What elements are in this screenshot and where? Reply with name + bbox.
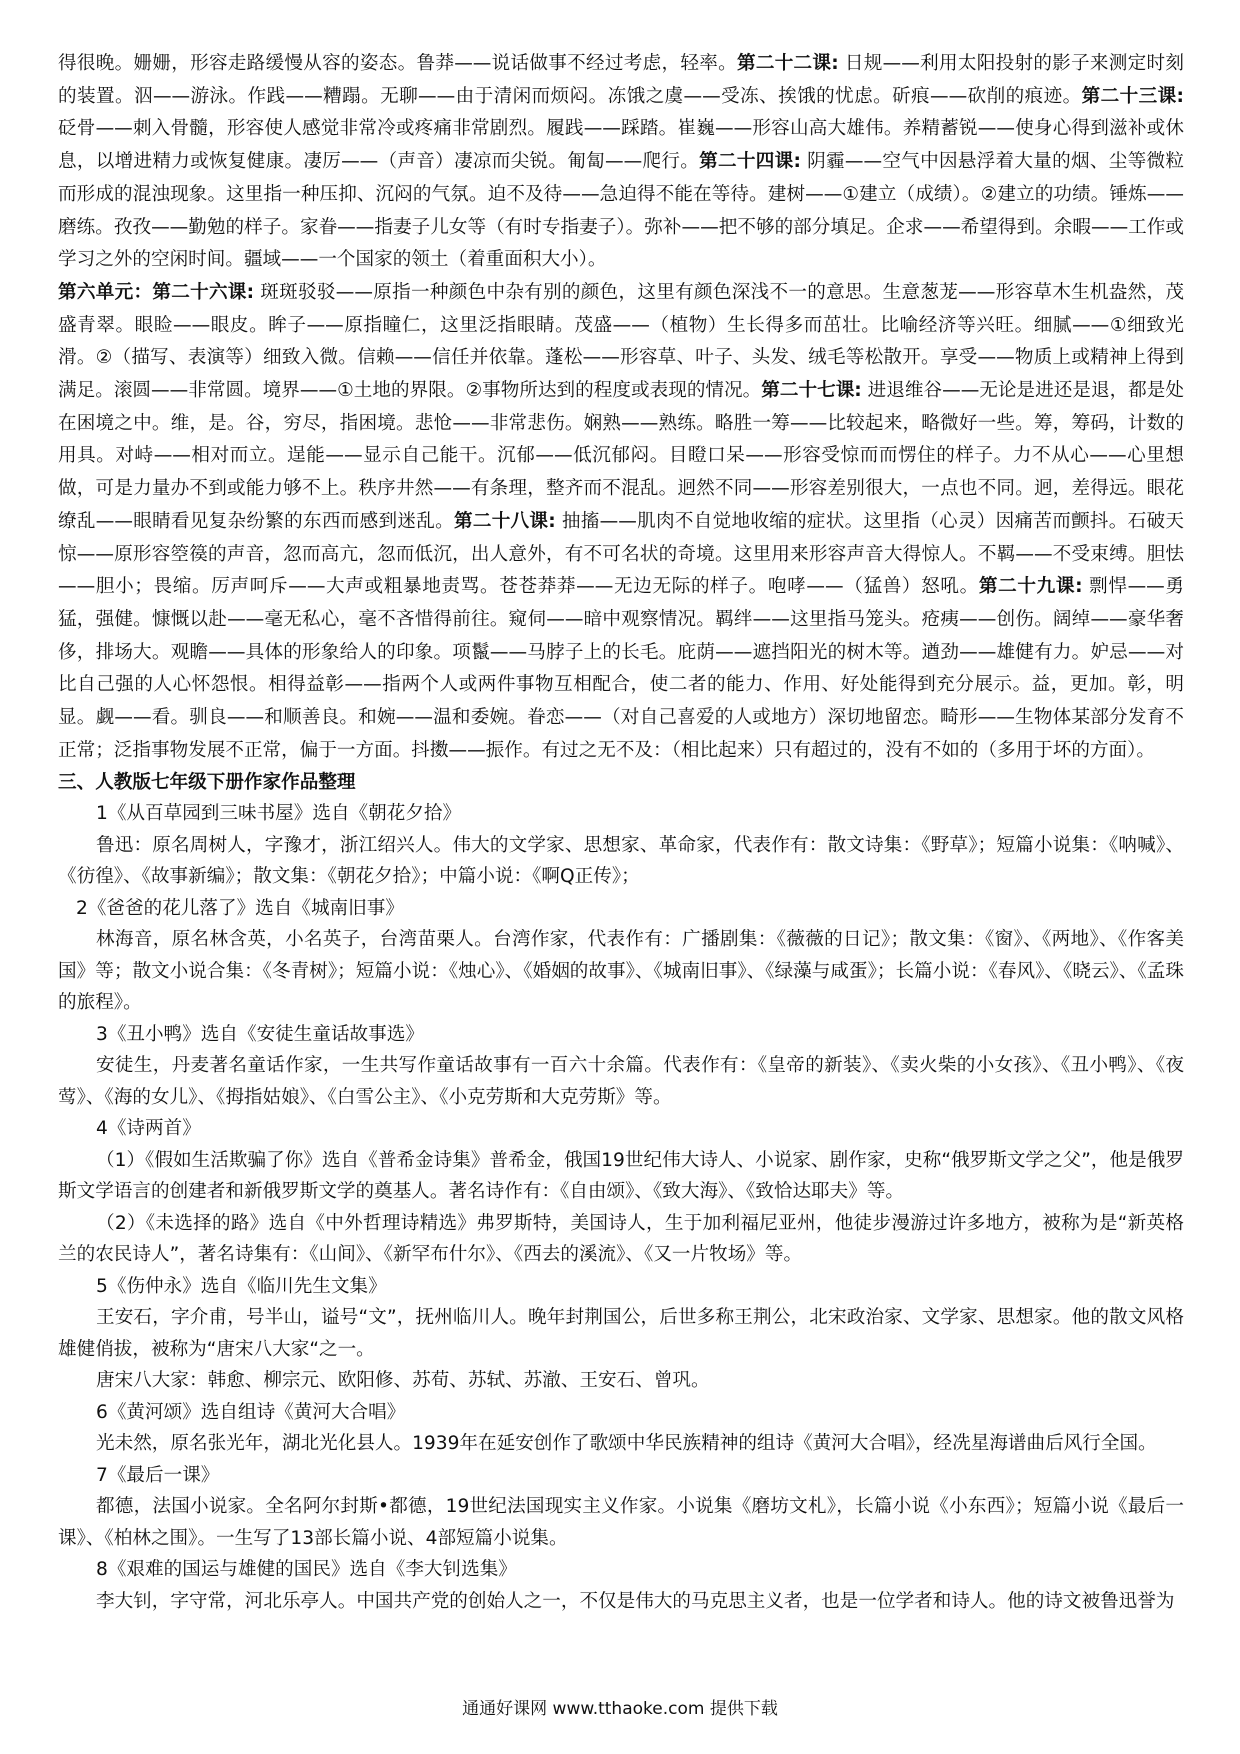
lesson-label: 第二十七课:: [761, 380, 862, 402]
lesson-label: 第六单元：第二十六课:: [58, 281, 255, 303]
lesson-label: 第二十九课:: [978, 576, 1083, 598]
author-description: （1）《假如生活欺骗了你》选自《普希金诗集》普希金，俄国19世纪伟大诗人、小说家、剧作家，史称“俄罗斯文学之父”，他是俄罗斯文学语言的创建者和新俄罗斯文学的奠基人。著名诗作有：《自由颂》、《致大海》、《致恰达耶夫》等。: [58, 1149, 1184, 1203]
vocab-text: 得很晚。姗姗，形容走路缓慢从容的姿态。鲁莽——说话做事不经过考虑，轻率。: [58, 53, 737, 74]
vocab-text: 日规——利用太阳投射的影子来测定时刻的装置。泅——游泳。作践——糟蹋。无聊——由于清闲而烦闷。冻饿之虞——受冻、挨饿的忧虑。斫痕——砍削的痕迹。: [58, 53, 1184, 107]
page-footer: 通通好课网 www.tthaoke.com 提供下载: [462, 1699, 778, 1719]
works-list: [58, 798, 1184, 1617]
work-title: 4《诗两首》: [96, 1118, 201, 1140]
vocab-paragraph-unit5: [58, 48, 1184, 277]
section-heading: 三、人教版七年级下册作家作品整理: [58, 772, 356, 794]
author-description: 唐宋八大家：韩愈、柳宗元、欧阳修、苏荀、苏轼、苏澈、王安石、曾巩。: [96, 1370, 710, 1392]
lesson-label: 第二十三课:: [1081, 85, 1184, 107]
lesson-label: 第二十八课:: [453, 510, 556, 532]
work-title: 3《丑小鸭》选自《安徒生童话故事选》: [96, 1023, 424, 1045]
author-description: 王安石，字介甫，号半山，谥号“文”，抚州临川人。晚年封荆国公，后世多称王荆公，北宋政治家、文学家、思想家。他的散文风格雄健俏拔，被称为“唐宋八大家“之一。: [58, 1307, 1184, 1360]
author-description: 安徒生，丹麦著名童话作家，一生共写作童话故事有一百六十余篇。代表作有：《皇帝的新装》、《卖火柴的小女孩》、《丑小鸭》、《夜莺》、《海的女儿》、《拇指姑娘》、《白雪公主》、《小克劳斯和大克劳斯》等。: [58, 1055, 1184, 1108]
work-title: 5《伤仲永》选自《临川先生文集》: [96, 1275, 387, 1297]
vocab-text: 斑斑驳驳——原指一种颜色中杂有别的颜色，这里有颜色深浅不一的意思。生意葱茏——形容草木生机盎然，茂盛青翠。眼睑——眼皮。眸子——原指瞳仁，这里泛指眼睛。茂盛——（植物）生长得多而茁壮。比喻经济等兴旺。细腻——①细致光滑。②（描写、表演等）细致入微。信赖——信任并依靠。蓬松——形容草、叶子、头发、绒毛等松散开。享受——物质上或精神上得到满足。滚圆——非常圆。境界——①土地的界限。②事物所达到的程度或表现的情况。: [58, 281, 1185, 402]
vocab-text: 剽悍——勇猛，强健。慷慨以赴——毫无私心，毫不吝惜得前往。窥伺——暗中观察情况。羁绊——这里指马笼头。疮痍——创伤。阔绰——豪华奢侈，排场大。观瞻——具体的形象给人的印象。项鬣——马脖子上的长毛。庇荫——遮挡阳光的树木等。遒劲——雄健有力。妒忌——对比自己强的人心怀怨恨。相得益彰——指两个人或两件事物互相配合，使二者的能力、作用、好处能得到充分展示。益，更加。彰，明显。觑——看。驯良——和顺善良。和婉——温和委婉。眷恋——（对自己喜爱的人或地方）深切地留恋。畸形——生物体某部分发育不正常；泛指事物发展不正常，偏于一方面。抖擞——振作。有过之无不及：（相比起来）只有超过的，没有不如的（多用于坏的方面）。: [58, 576, 1184, 761]
work-title: 6《黄河颂》选自组诗《黄河大合唱》: [96, 1401, 406, 1423]
page-content: [58, 48, 1184, 1617]
work-title: 8《艰难的国运与雄健的国民》选自《李大钊选集》: [96, 1559, 517, 1581]
work-title: 1《从百草园到三味书屋》选自《朝花夕拾》: [96, 803, 462, 825]
work-title: 2《爸爸的花儿落了》选自《城南旧事》: [76, 897, 404, 919]
author-description: （2）《未选择的路》选自《中外哲理诗精选》弗罗斯特，美国诗人，生于加利福尼亚州，他徒步漫游过许多地方，被称为是“新英格兰的农民诗人”，著名诗集有：《山间》、《新罕布什尔》、《西去的溪流》、《又一片牧场》等。: [58, 1212, 1184, 1266]
author-description: 鲁迅：原名周树人，字豫才，浙江绍兴人。伟大的文学家、思想家、革命家，代表作有：散文诗集：《野草》；短篇小说集：《呐喊》、《彷徨》、《故事新编》；散文集：《朝花夕拾》；中篇小说：《啊Q正传》；: [58, 834, 1184, 888]
vocab-text: 砭骨——刺入骨髓，形容使人感觉非常冷或疼痛非常剧烈。履践——踩踏。崔巍——形容山高大雄伟。养精蓄锐——使身心得到滋补或休息，以增进精力或恢复健康。凄厉——（声音）凄凉而尖锐。匍匐——爬行。: [58, 118, 1184, 173]
author-description: 李大钊，字守常，河北乐亭人。中国共产党的创始人之一，不仅是伟大的马克思主义者，也是一位学者和诗人。他的诗文被鲁迅誉为: [96, 1590, 1175, 1612]
author-description: 光未然，原名张光年，湖北光化县人。1939年在延安创作了歌颂中华民族精神的组诗《黄河大合唱》，经冼星海谱曲后风行全国。: [96, 1433, 1157, 1455]
vocab-text: 进退维谷——无论是进还是退，都是处在困境之中。维，是。谷，穷尽，指困境。悲怆——非常悲伤。娴熟——熟练。略胜一筹——比较起来，略微好一些。筹，筹码，计数的用具。对峙——相对而立。逞能——显示自己能干。沉郁——低沉郁闷。目瞪口呆——形容受惊而而愣住的样子。力不从心——心里想做，可是力量办不到或能力够不上。秩序井然——有条理，整齐而不混乱。迥然不同——形容差别很大，一点也不同。迥，差得远。眼花缭乱——眼睛看见复杂纷繁的东西而感到迷乱。: [58, 380, 1184, 532]
author-description: 林海音，原名林含英，小名英子，台湾苗栗人。台湾作家，代表作有：广播剧集：《薇薇的日记》；散文集：《窗》、《两地》、《作客美国》等；散文小说合集：《冬青树》；短篇小说：《烛心》、《婚姻的故事》、《城南旧事》、《绿藻与咸蛋》；长篇小说：《春风》、《晓云》、《孟珠的旅程》。: [58, 929, 1184, 1014]
vocab-text: 抽搐——肌肉不自觉地收缩的症状。这里指（心灵）因痛苦而颤抖。石破天惊——原形容箜篌的声音，忽而高亢，忽而低沉，出人意外，有不可名状的奇境。这里用来形容声音大得惊人。不羁——不受束缚。胆怯——胆小；畏缩。厉声呵斥——大声或粗暴地责骂。苍苍莽莽——无边无际的样子。咆哮——（猛兽）怒吼。: [58, 510, 1184, 598]
vocab-paragraph-unit6: [58, 277, 1184, 768]
lesson-label: 第二十二课:: [736, 53, 839, 74]
vocab-text: 阴霾——空气中因悬浮着大量的烟、尘等微粒而形成的混浊现象。这里指一种压抑、沉闷的气氛。迫不及待——急迫得不能在等待。建树——①建立（成绩）。②建立的功绩。锤炼——磨练。孜孜——勤勉的样子。家眷——指妻子儿女等（有时专指妻子）。弥补——把不够的部分填足。企求——希望得到。余暇——工作或学习之外的空闲时间。疆域——一个国家的领土（着重面积大小）。: [58, 151, 1184, 271]
work-title: 7《最后一课》: [96, 1464, 220, 1486]
lesson-label: 第二十四课:: [699, 151, 801, 173]
author-description: 都德，法国小说家。全名阿尔封斯•都德，19世纪法国现实主义作家。小说集《磨坊文札》，长篇小说《小东西》；短篇小说《最后一课》、《柏林之围》。一生写了13部长篇小说、4部短篇小说集。: [58, 1496, 1184, 1549]
